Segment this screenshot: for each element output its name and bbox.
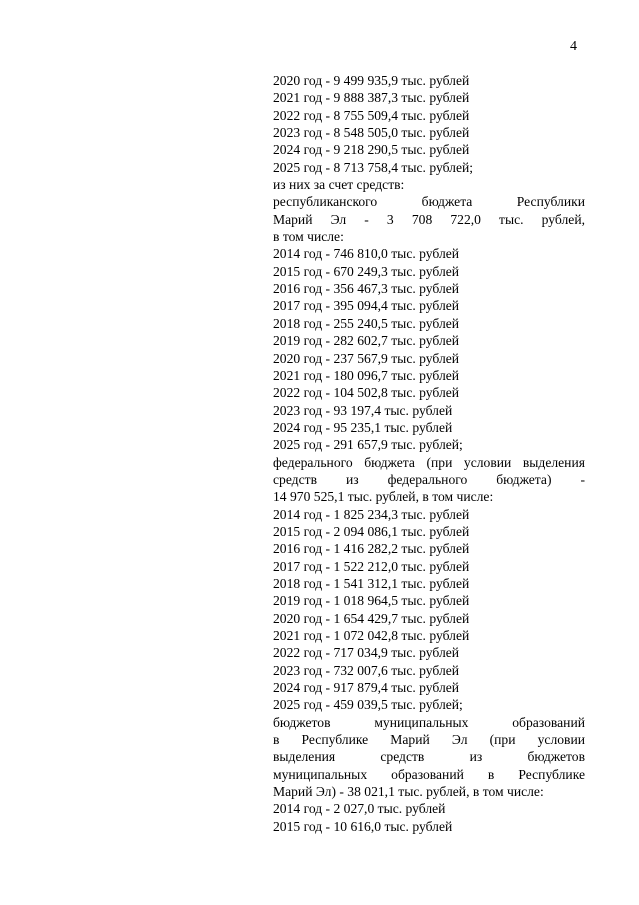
text-line: 2021 год - 1 072 042,8 тыс. рублей (273, 628, 470, 643)
text-line: 2023 год - 8 548 505,0 тыс. рублей (273, 125, 470, 141)
text-line: из них за счет средств: (273, 177, 405, 193)
text-line: 2015 год - 2 094 086,1 тыс. рублей (273, 523, 470, 539)
text-line: 2022 год - 8 755 509,4 тыс. рублей (273, 107, 470, 123)
text-line: федерального бюджета (при условии выделения (273, 454, 585, 470)
text-line: 2020 год - 237 567,9 тыс. рублей (273, 350, 460, 366)
text-line: 2019 год - 282 602,7 тыс. рублей (273, 333, 460, 349)
text-line: 2019 год - 1 018 964,5 тыс. рублей (273, 593, 470, 609)
text-line: Марий Эл) - 38 021,1 тыс. рублей, в том числе: (273, 784, 544, 800)
text-line: муниципальных образований в Республике (273, 766, 585, 782)
text-line: 2014 год - 2 027,0 тыс. рублей (273, 801, 446, 817)
document-body (273, 72, 585, 835)
text-line: 2014 год - 1 825 234,3 тыс. рублей (273, 506, 470, 522)
text-line: в Республике Марий Эл (при условии (273, 732, 585, 748)
text-line: 2016 год - 356 467,3 тыс. рублей (273, 281, 460, 297)
text-line: 2024 год - 9 218 290,5 тыс. рублей (273, 142, 470, 158)
text-line: 2025 год - 459 039,5 тыс. рублей; (273, 697, 463, 713)
text-line: республиканского бюджета Республики (273, 194, 585, 210)
text-line: средств из федерального бюджета) - (273, 471, 585, 487)
text-line: Марий Эл - 3 708 722,0 тыс. рублей, (273, 211, 585, 227)
text-line: 2023 год - 732 007,6 тыс. рублей (273, 662, 460, 678)
text-line: 2021 год - 180 096,7 тыс. рублей (273, 367, 460, 383)
text-line: 2018 год - 1 541 312,1 тыс. рублей (273, 575, 470, 591)
text-line: 2018 год - 255 240,5 тыс. рублей (273, 315, 460, 331)
text-line: 2014 год - 746 810,0 тыс. рублей (273, 246, 460, 262)
text-line: 2025 год - 291 657,9 тыс. рублей; (273, 437, 463, 453)
text-line: 2024 год - 917 879,4 тыс. рублей (273, 680, 460, 696)
text-line: 2015 год - 10 616,0 тыс. рублей (273, 818, 453, 834)
text-line: 2025 год - 8 713 758,4 тыс. рублей; (273, 159, 474, 175)
text-line: 2015 год - 670 249,3 тыс. рублей (273, 263, 460, 279)
text-line: 2024 год - 95 235,1 тыс. рублей (273, 419, 453, 435)
text-line: 2022 год - 104 502,8 тыс. рублей (273, 385, 460, 401)
text-line: в том числе: (273, 229, 344, 245)
text-line: 2017 год - 395 094,4 тыс. рублей (273, 298, 460, 314)
text-line: 2016 год - 1 416 282,2 тыс. рублей (273, 541, 470, 557)
page-number: 4 (570, 39, 577, 54)
text-line: 2021 год - 9 888 387,3 тыс. рублей (273, 90, 470, 106)
text-line: 2020 год - 1 654 429,7 тыс. рублей (273, 610, 470, 626)
text-line: 2017 год - 1 522 212,0 тыс. рублей (273, 558, 470, 574)
text-line: 2020 год - 9 499 935,9 тыс. рублей (273, 73, 470, 88)
text-line: 2022 год - 717 034,9 тыс. рублей (273, 645, 460, 661)
text-line: выделения средств из бюджетов (273, 749, 585, 765)
text-line: бюджетов муниципальных образований (273, 714, 585, 730)
text-line: 2023 год - 93 197,4 тыс. рублей (273, 402, 453, 418)
text-line: 14 970 525,1 тыс. рублей, в том числе: (273, 489, 494, 505)
